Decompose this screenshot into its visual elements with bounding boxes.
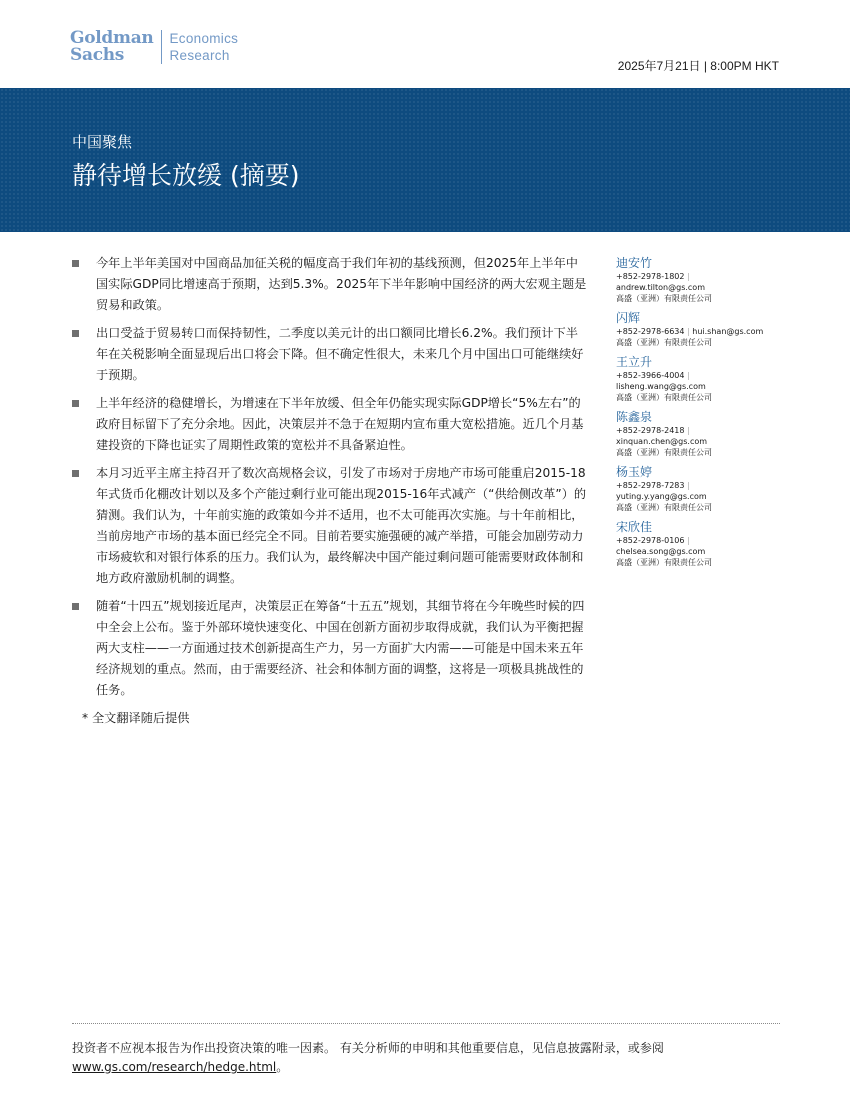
title-banner: [0, 88, 850, 232]
bullet-text: 随着“十四五”规划接近尾声，决策层正在筹备“十五五”规划，其细节将在今年晚些时候的四中全会上公布。鉴于外部环境快速变化、中国在创新方面初步取得成就，我们认为平衡把握两大支柱——一方面通过技术创新提高生产力，另一方面扩大内需——可能是中国未来五年经济规划的重点。然而，由于需要经济、社会和体制方面的调整，这将是一项极具挑战性的任务。: [96, 599, 585, 697]
author-name[interactable]: 王立升: [616, 355, 653, 369]
summary-content: [72, 253, 588, 729]
pipe-separator: |: [687, 371, 690, 380]
summary-bullet: [72, 463, 588, 589]
author-entry: [616, 310, 816, 348]
author-name[interactable]: 杨玉婷: [616, 465, 653, 479]
author-company: 高盛（亚洲）有限责任公司: [616, 294, 712, 303]
logo-divider: [161, 30, 162, 64]
division-line-economics: Economics: [169, 31, 239, 46]
square-bullet-icon: [72, 330, 79, 337]
page-header: [0, 0, 850, 88]
page-title: 静待增长放缓 (摘要): [72, 161, 300, 190]
author-entry: [616, 409, 816, 458]
author-phone: +852-2978-6634: [616, 327, 685, 336]
pipe-separator: |: [687, 426, 690, 435]
author-company: 高盛（亚洲）有限责任公司: [616, 338, 712, 347]
logo-line-sachs: Sachs: [70, 45, 125, 65]
author-phone-line: [616, 480, 816, 491]
author-phone: +852-2978-7283: [616, 481, 685, 490]
square-bullet-icon: [72, 400, 79, 407]
series-label: 中国聚焦: [72, 133, 133, 151]
summary-bullet: [72, 253, 588, 316]
author-company: 高盛（亚洲）有限责任公司: [616, 448, 712, 457]
author-name[interactable]: 陈鑫泉: [616, 410, 653, 424]
author-phone: +852-3966-4004: [616, 371, 685, 380]
footer-divider: [72, 1023, 780, 1024]
author-name[interactable]: 宋欣佳: [616, 520, 653, 534]
pipe-separator: |: [687, 327, 690, 336]
author-name[interactable]: 迪安竹: [616, 256, 653, 270]
summary-bullet: [72, 393, 588, 456]
author-phone: +852-2978-2418: [616, 426, 685, 435]
publication-date: 2025年7月21日 | 8:00PM HKT: [617, 59, 779, 73]
goldman-sachs-logo: [70, 30, 238, 64]
author-entry: [616, 255, 816, 304]
author-entry: [616, 354, 816, 403]
translation-note: * 全文翻译随后提供: [82, 711, 190, 725]
author-phone-line: [616, 370, 816, 381]
author-email[interactable]: xinquan.chen@gs.com: [616, 437, 708, 446]
square-bullet-icon: [72, 603, 79, 610]
logo-line-goldman: Goldman: [70, 28, 154, 48]
pipe-separator: |: [687, 536, 690, 545]
bullet-text: 今年上半年美国对中国商品加征关税的幅度高于我们年初的基线预测，但2025年上半年中国实际GDP同比增速高于预期，达到5.3%。2025年下半年影响中国经济的两大宏观主题是贸易和政策。: [96, 256, 587, 312]
bullet-text: 上半年经济的稳健增长，为增速在下半年放缓、但全年仍能实现实际GDP增长“5%左右”的政府目标留下了充分余地。因此，决策层并不急于在短期内宣布重大宽松措施。近几个月基建投资的下降也证实了周期性政策的宽松并不具备紧迫性。: [96, 396, 584, 452]
author-email[interactable]: hui.shan@gs.com: [692, 327, 764, 336]
author-entry: [616, 464, 816, 513]
author-phone: +852-2978-1802: [616, 272, 685, 281]
pipe-separator: |: [687, 481, 690, 490]
author-phone: +852-2978-0106: [616, 536, 685, 545]
disclosure-link[interactable]: www.gs.com/research/hedge.html: [72, 1060, 277, 1074]
author-phone-line: [616, 535, 816, 546]
author-entry: [616, 519, 816, 568]
author-name[interactable]: 闪辉: [616, 311, 641, 325]
square-bullet-icon: [72, 260, 79, 267]
author-company: 高盛（亚洲）有限责任公司: [616, 503, 712, 512]
author-email[interactable]: yuting.y.yang@gs.com: [616, 492, 707, 501]
author-email[interactable]: lisheng.wang@gs.com: [616, 382, 706, 391]
logo-wordmark: [70, 30, 153, 64]
disclosure-footer: [72, 1039, 782, 1077]
pipe-separator: |: [687, 272, 690, 281]
author-email[interactable]: andrew.tilton@gs.com: [616, 283, 705, 292]
author-list: [616, 255, 816, 574]
disclosure-text: 投资者不应视本报告为作出投资决策的唯一因素。 有关分析师的申明和其他重要信息，见信息披露附录，或参阅: [72, 1041, 664, 1055]
division-label: [169, 30, 238, 64]
summary-bullet: [72, 323, 588, 386]
author-phone-line: [616, 326, 816, 337]
author-phone-line: [616, 271, 816, 282]
author-company: 高盛（亚洲）有限责任公司: [616, 393, 712, 402]
summary-bullet: [72, 596, 588, 701]
bullet-text: 本月习近平主席主持召开了数次高规格会议，引发了市场对于房地产市场可能重启2015-18年式货币化棚改计划以及多个产能过剩行业可能出现2015-16年式减产（“供给侧改革”）的猜测。我们认为，十年前实施的政策如今并不适用，也不太可能再次实施。与十年前相比，当前房地产市场的基本面已经完全不同。目前若要实施强硬的减产举措，可能会加剧劳动力市场疲软和对银行体系的压力。我们认为，最终解决中国产能过剩问题可能需要财政体制和地方政府激励机制的调整。: [96, 466, 587, 585]
bullet-text: 出口受益于贸易转口而保持韧性，二季度以美元计的出口额同比增长6.2%。我们预计下半年在关税影响全面显现后出口将会下降。但不确定性很大，未来几个月中国出口可能继续好于预期。: [96, 326, 584, 382]
square-bullet-icon: [72, 470, 79, 477]
author-phone-line: [616, 425, 816, 436]
author-email[interactable]: chelsea.song@gs.com: [616, 547, 706, 556]
footer-end-punctuation: 。: [276, 1060, 289, 1074]
author-company: 高盛（亚洲）有限责任公司: [616, 558, 712, 567]
division-line-research: Research: [169, 48, 230, 63]
